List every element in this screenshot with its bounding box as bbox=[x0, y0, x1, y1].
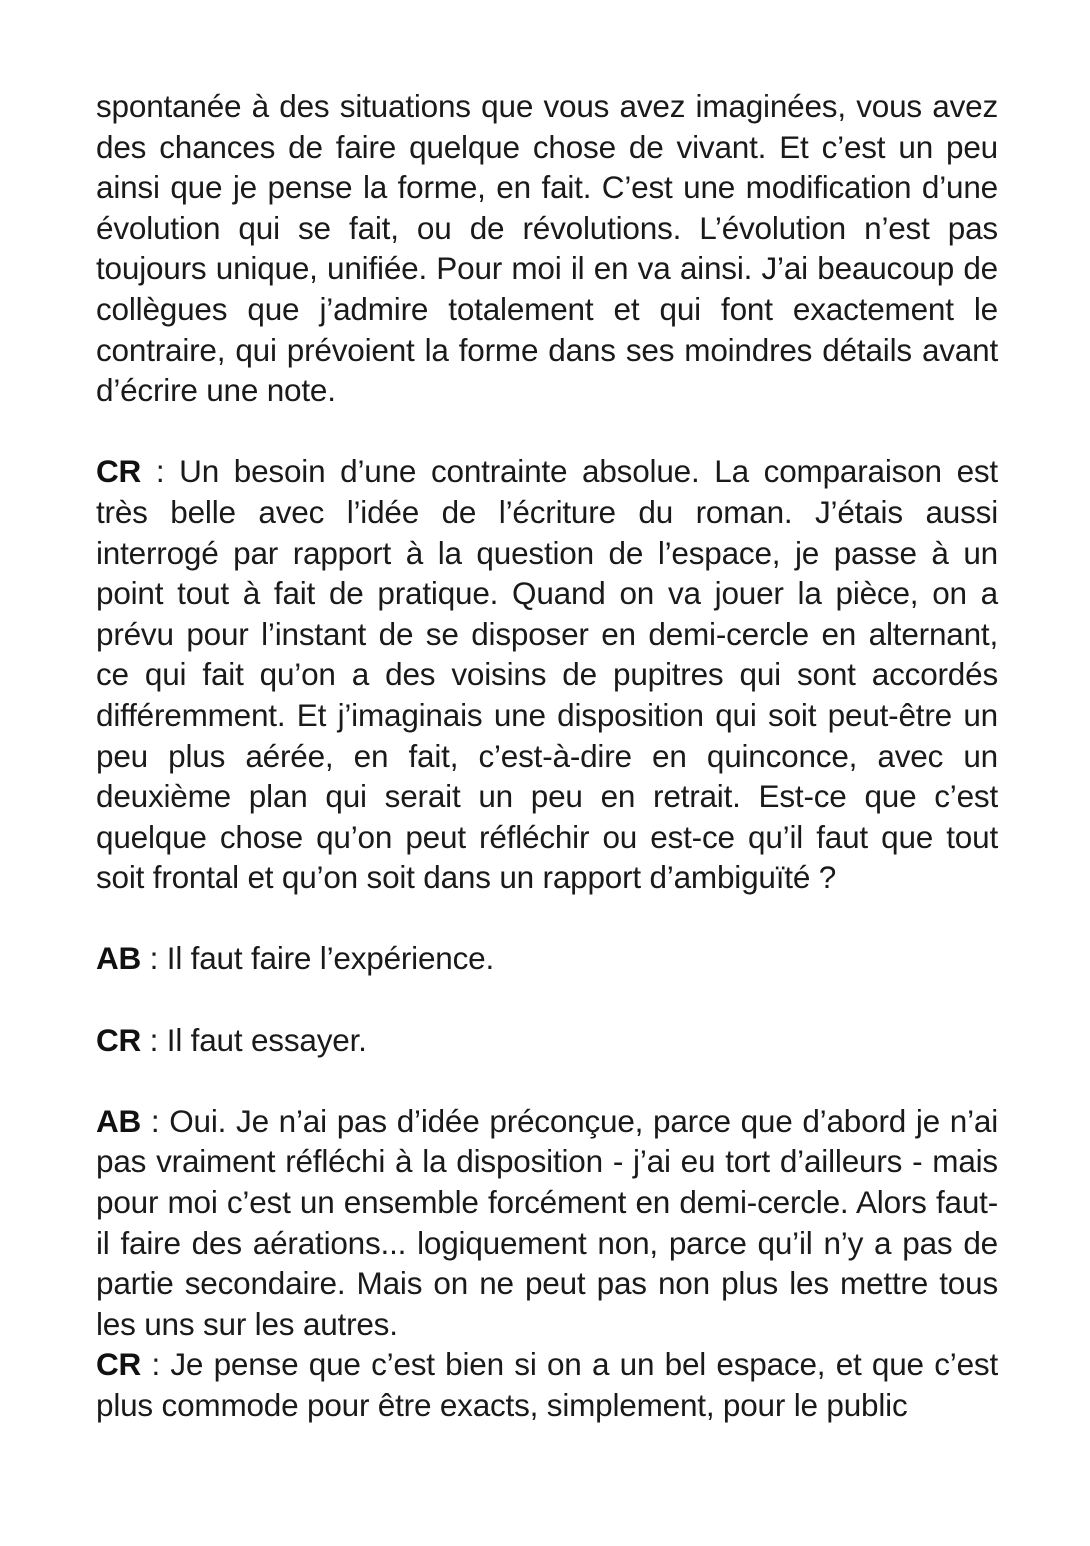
paragraph-text: : Il faut essayer. bbox=[141, 1021, 367, 1058]
dialogue-paragraph bbox=[96, 1344, 998, 1425]
document-page bbox=[96, 86, 998, 1426]
dialogue-paragraph bbox=[96, 1101, 998, 1345]
speaker-label: CR bbox=[96, 1021, 142, 1058]
speaker-label: AB bbox=[96, 1102, 142, 1139]
speaker-label: AB bbox=[96, 940, 142, 977]
paragraph-text: spontanée à des situations que vous avez imaginées, vous avez des chances de faire quelque chose de vivant. Et c’est un peu ainsi que je pense la forme, en fait. C’est une modification d’une évolution qui se fait, ou de révolutions. L’évolution n’est pas toujours unique, unifiée. Pour moi il en va ainsi. J’ai beaucoup de collègues que j’admire totalement et qui font exactement le contraire, qui prévoient la forme dans ses moindres détails avant d’écrire une note. bbox=[96, 88, 998, 409]
paragraph-text: : Il faut faire l’expérience. bbox=[141, 940, 495, 977]
speaker-label: CR bbox=[96, 453, 142, 490]
dialogue-paragraph bbox=[96, 1020, 998, 1061]
paragraph-text: : Oui. Je n’ai pas d’idée préconçue, parce que d’abord je n’ai pas vraiment réfléchi à la disposition - j’ai eu tort d’ailleurs - mais pour moi c’est un ensemble forcément en demi-cercle. Alors faut-il faire des aérations... logiquement non, parce qu’il n’y a pas de partie secondaire. Mais on ne peut pas non plus les mettre tous les uns sur les autres. bbox=[96, 1102, 998, 1342]
dialogue-paragraph bbox=[96, 938, 998, 979]
paragraph-text: : Un besoin d’une contrainte absolue. La comparaison est très belle avec l’idée de l’écriture du roman. J’étais aussi interrogé par rapport à la question de l’espace, je passe à un point tout à fait de pratique. Quand on va jouer la pièce, on a prévu pour l’instant de se disposer en demi-cercle en alternant, ce qui fait qu’on a des voisins de pupitres qui sont accordés différemment. Et j’imaginais une disposition qui soit peut-être un peu plus aérée, en fait, c’est-à-dire en quinconce, avec un deuxième plan qui serait un peu en retrait. Est-ce que c’est quelque chose qu’on peut réfléchir ou est-ce qu’il faut que tout soit frontal et qu’on soit dans un rapport d’ambiguïté ? bbox=[96, 453, 998, 896]
paragraph-text: : Je pense que c’est bien si on a un bel espace, et que c’est plus commode pour être exacts, simplement, pour le public bbox=[96, 1346, 998, 1423]
speaker-label: CR bbox=[96, 1346, 142, 1383]
dialogue-paragraph bbox=[96, 451, 998, 898]
paragraph-continuation bbox=[96, 86, 998, 411]
